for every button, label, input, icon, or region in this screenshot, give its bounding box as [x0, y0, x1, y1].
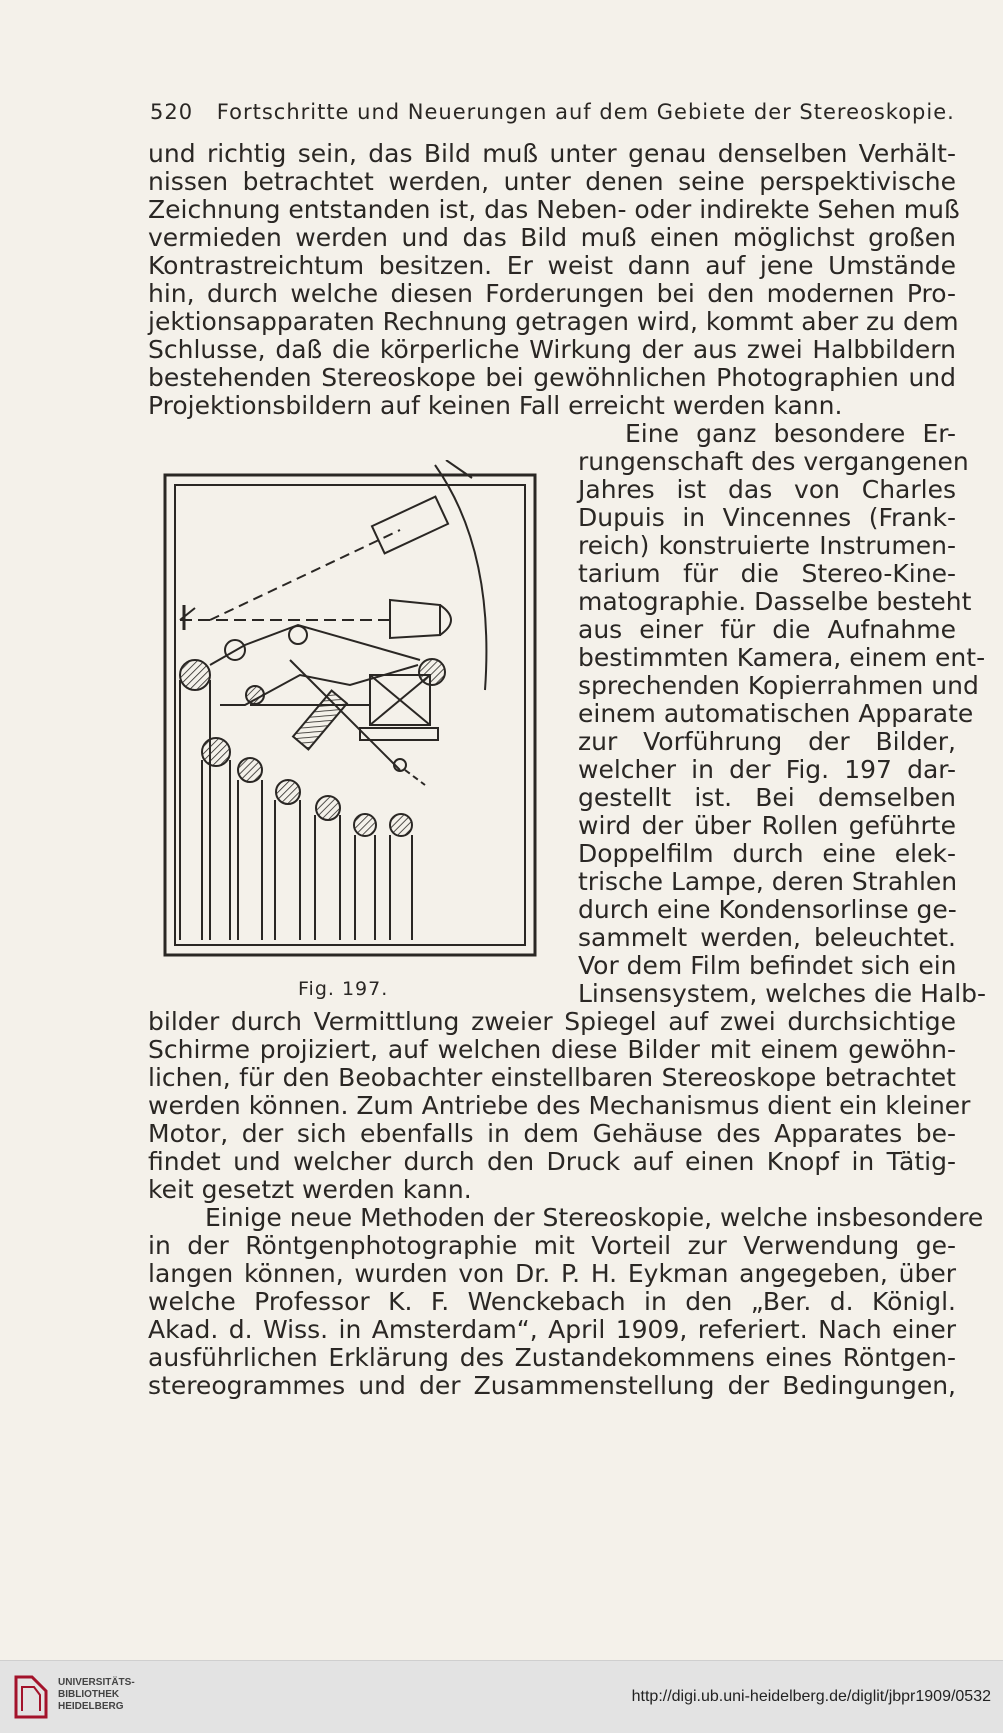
text-line: in der Röntgenphotographie mit Vorteil zur Verwendung ge-: [148, 1231, 956, 1260]
text-line: tarium für die Stereo-Kine-: [578, 559, 956, 588]
text-line: werden können. Zum Antriebe des Mechanismus dient ein kleiner: [148, 1091, 971, 1120]
text-line: zur Vorführung der Bilder,: [578, 727, 956, 756]
text-line: Akad. d. Wiss. in Amsterdam“, April 1909, referiert. Nach einer: [148, 1315, 956, 1344]
text-line: stereogrammes und der Zusammenstellung der Bedingungen,: [148, 1371, 956, 1400]
apparatus-drawing: [150, 460, 560, 980]
permalink-url[interactable]: http://digi.ub.uni-heidelberg.de/diglit/jbpr1909/0532: [631, 1688, 991, 1705]
logo-line: UNIVERSITÄTS-: [58, 1677, 135, 1688]
logo-line: HEIDELBERG: [58, 1701, 124, 1712]
text-line: findet und welcher durch den Druck auf einen Knopf in Tätig-: [148, 1147, 956, 1176]
text-line: lichen, für den Beobachter einstellbaren Stereoskope betrachtet: [148, 1063, 956, 1092]
text-line: reich) konstruierte Instrumen-: [578, 531, 956, 560]
running-title: Fortschritte und Neuerungen auf dem Gebiete der Stereoskopie.: [216, 100, 955, 124]
text-line: Einige neue Methoden der Stereoskopie, welche insbesondere: [205, 1203, 984, 1232]
text-line: welcher in der Fig. 197 dar-: [578, 755, 956, 784]
text-line: Jahres ist das von Charles: [578, 475, 956, 504]
text-line: sammelt werden, beleuchtet.: [578, 923, 956, 952]
logo-line: BIBLIOTHEK: [58, 1689, 120, 1700]
text-line: Projektionsbildern auf keinen Fall erreicht werden kann.: [148, 391, 843, 420]
text-line: bestehenden Stereoskope bei gewöhnlichen Photographien und: [148, 363, 956, 392]
text-line: Dupuis in Vincennes (Frank-: [578, 503, 956, 532]
running-header: [150, 100, 955, 124]
text-line: Vor dem Film befindet sich ein: [578, 951, 957, 980]
text-line: wird der über Rollen geführte: [578, 811, 956, 840]
text-line: matographie. Dasselbe besteht: [578, 587, 972, 616]
page-number: 520: [150, 100, 194, 124]
text-line: jektionsapparaten Rechnung getragen wird, kommt aber zu dem: [148, 307, 959, 336]
text-line: bestimmten Kamera, einem ent-: [578, 643, 986, 672]
text-line: Schlusse, daß die körperliche Wirkung der aus zwei Halbbildern: [148, 335, 956, 364]
text-line: Eine ganz besondere Er-: [625, 419, 956, 448]
text-line: einem automatischen Apparate: [578, 699, 974, 728]
text-line: keit gesetzt werden kann.: [148, 1175, 472, 1204]
text-line: Doppelfilm durch eine elek-: [578, 839, 956, 868]
library-logo-icon: [12, 1673, 50, 1721]
text-line: durch eine Kondensorlinse ge-: [578, 895, 957, 924]
text-line: hin, durch welche diesen Forderungen bei den modernen Pro-: [148, 279, 956, 308]
text-line: sprechenden Kopierrahmen und: [578, 671, 979, 700]
text-line: Linsensystem, welches die Halb-: [578, 979, 987, 1008]
text-line: gestellt ist. Bei demselben: [578, 783, 956, 812]
text-line: und richtig sein, das Bild muß unter genau denselben Verhält-: [148, 139, 956, 168]
text-line: Schirme projiziert, auf welchen diese Bilder mit einem gewöhn-: [148, 1035, 956, 1064]
text-line: langen können, wurden von Dr. P. H. Eykman angegeben, über: [148, 1259, 956, 1288]
text-line: Motor, der sich ebenfalls in dem Gehäuse des Apparates be-: [148, 1119, 956, 1148]
text-line: trische Lampe, deren Strahlen: [578, 867, 958, 896]
text-line: bilder durch Vermittlung zweier Spiegel auf zwei durchsichtige: [148, 1007, 956, 1036]
text-line: rungenschaft des vergangenen: [578, 447, 969, 476]
text-line: welche Professor K. F. Wenckebach in den „Ber. d. Königl.: [148, 1287, 956, 1316]
text-line: Kontrastreichtum besitzen. Er weist dann auf jene Umstände: [148, 251, 956, 280]
text-line: nissen betrachtet werden, unter denen seine perspektivische: [148, 167, 956, 196]
figure-caption: Fig. 197.: [298, 978, 389, 1000]
text-line: aus einer für die Aufnahme: [578, 615, 956, 644]
figure-197-illustration: [150, 460, 560, 980]
library-footer: [0, 1660, 1003, 1733]
text-line: Zeichnung entstanden ist, das Neben- oder indirekte Sehen muß: [148, 195, 960, 224]
text-line: ausführlichen Erklärung des Zustandekommens eines Röntgen-: [148, 1343, 956, 1372]
text-line: vermieden werden und das Bild muß einen möglichst großen: [148, 223, 956, 252]
library-logo-text: [58, 1677, 135, 1713]
